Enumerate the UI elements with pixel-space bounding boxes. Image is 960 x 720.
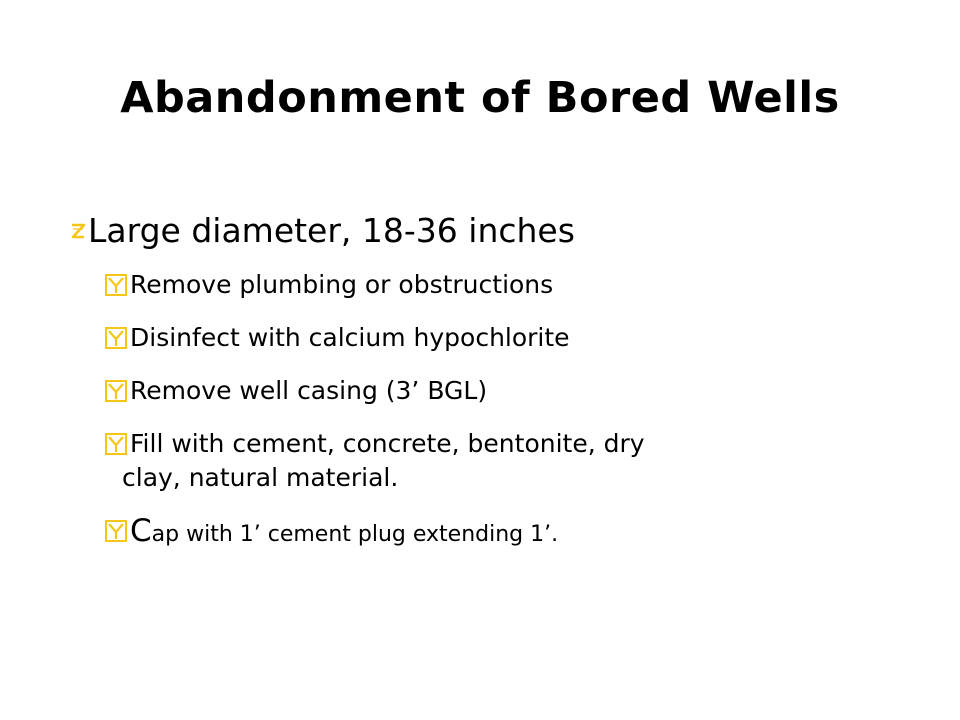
sub-bullet-text: Remove plumbing or obstructions: [130, 270, 554, 299]
sub-bullet-text-line1: Fill with cement, concrete, bentonite, dry: [130, 429, 645, 458]
main-bullet-item: [70, 208, 930, 254]
y-checkbox-bullet-icon: [105, 380, 127, 402]
slide-title: Abandonment of Bored Wells: [120, 73, 840, 123]
sub-bullet-item-fill: [105, 427, 930, 495]
sub-bullet-item: [105, 374, 930, 408]
sub-bullet-text: Remove well casing (3’ BGL): [130, 376, 488, 405]
y-checkbox-bullet-icon: [105, 327, 127, 349]
sub-bullet-text: Disinfect with calcium hypochlorite: [130, 323, 570, 352]
sub-bullet-item: [105, 268, 930, 302]
y-checkbox-bullet-icon: [105, 520, 127, 542]
cap-bullet-rest: ap with 1’ cement plug extending 1’.: [151, 522, 559, 547]
cap-bullet-lead: C: [130, 513, 152, 549]
bullet-list: [70, 208, 930, 571]
main-bullet-text: Large diameter, 18-36 inches: [88, 211, 575, 250]
sub-bullet-list: [70, 268, 930, 552]
y-checkbox-bullet-icon: [105, 433, 127, 455]
sub-bullet-item-cap: [105, 514, 930, 552]
sub-bullet-item: [105, 321, 930, 355]
y-checkbox-bullet-icon: [105, 274, 127, 296]
sub-bullet-text-line2: clay, natural material.: [122, 463, 399, 492]
z-bullet-icon: [70, 221, 86, 241]
